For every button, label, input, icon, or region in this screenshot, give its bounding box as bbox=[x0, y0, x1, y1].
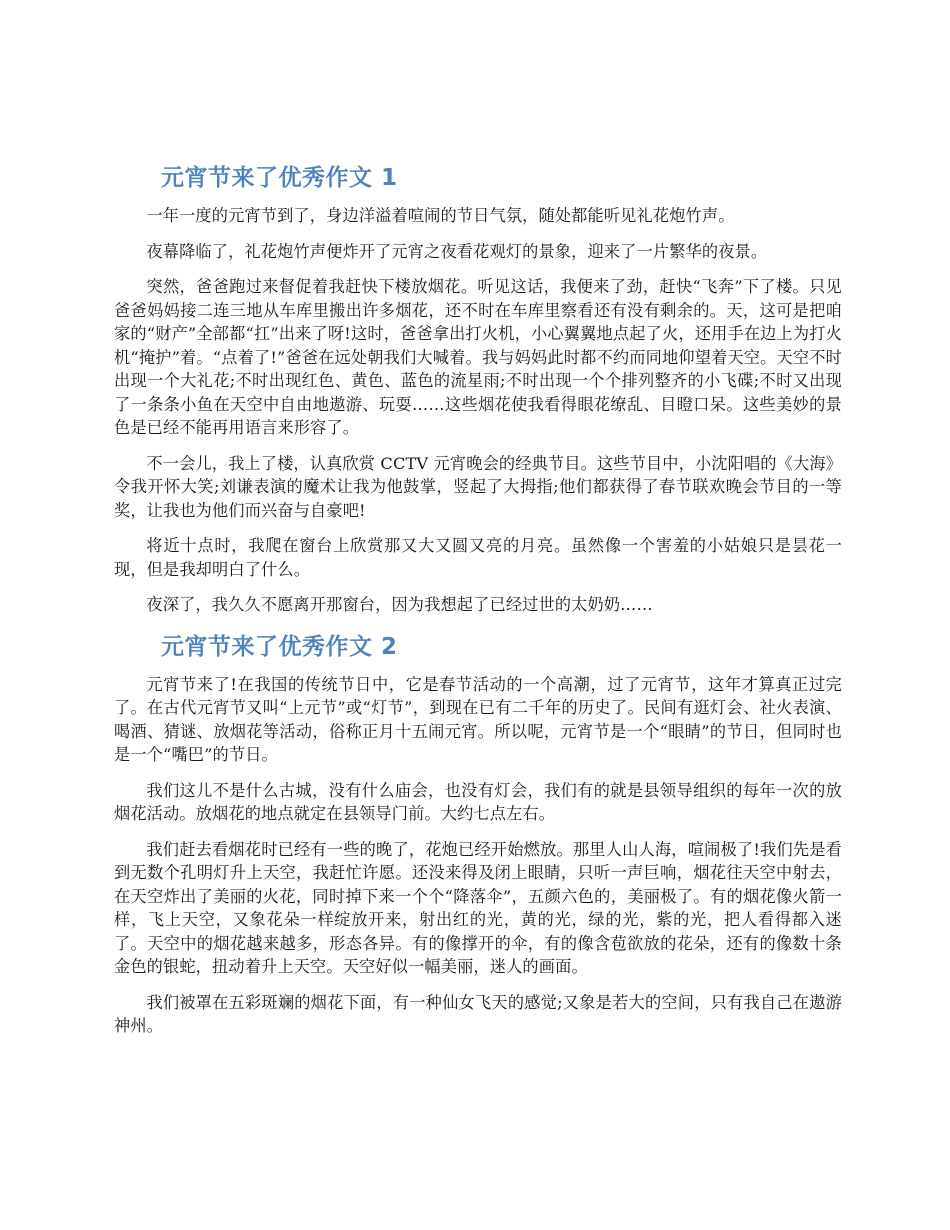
paragraph: 我们被罩在五彩斑斓的烟花下面，有一种仙女飞天的感觉;又象是若大的空间，只有我自己在遨游神州。 bbox=[114, 992, 842, 1035]
paragraph: 元宵节来了!在我国的传统节日中，它是春节活动的一个高潮，过了元宵节，这年才算真正过完了。在古代元宵节又叫“上元节”或“灯节”，到现在已有二千年的历史了。民间有逛灯会、社火表演、喝酒、猜谜、放烟花等活动，俗称正月十五闹元宵。所以呢，元宵节是一个“眼睛”的节日，但同时也是一个“嘴巴”的节日。 bbox=[114, 674, 842, 764]
paragraph: 将近十点时，我爬在窗台上欣赏那又大又圆又亮的月亮。虽然像一个害羞的小姑娘只是昙花一现，但是我却明白了什么。 bbox=[114, 536, 842, 579]
paragraph: 突然，爸爸跑过来督促着我赶快下楼放烟花。听见这话，我便来了劲，赶快“飞奔”下了楼。只见爸爸妈妈接二连三地从车库里搬出许多烟花，还不时在车库里察看还有没有剩余的。天，这可是把咱家的“财产”全部都“扛”出来了呀!这时，爸爸拿出打火机，小心翼翼地点起了火，还用手在边上为打火机“掩护”着。“点着了!”爸爸在远处朝我们大喊着。我与妈妈此时都不约而同地仰望着天空。天空不时出现一个大礼花;不时出现红色、黄色、蓝色的流星雨;不时出现一个个排列整齐的小飞碟;不时又出现了一条条小鱼在天空中自由地遨游、玩耍……这些烟花使我看得眼花缭乱、目瞪口呆。这些美妙的景色是已经不能再用语言来形容了。 bbox=[114, 277, 842, 437]
section-title-1: 元宵节来了优秀作文 1 bbox=[161, 165, 398, 191]
document-body bbox=[114, 160, 842, 1050]
paragraph: 我们赶去看烟花时已经有一些的晚了，花炮已经开始燃放。那里人山人海，喧闹极了!我们先是看到无数个孔明灯升上天空，我赶忙许愿。还没来得及闭上眼睛，只听一声巨响，烟花往天空中射去，在天空炸出了美丽的火花，同时掉下来一个个“降落伞”，五颜六色的，美丽极了。有的烟花像火箭一样，飞上天空，又象花朵一样绽放开来，射出红的光，黄的光，绿的光，紫的光，把人看得都入迷了。天空中的烟花越来越多，形态各异。有的像撑开的伞，有的像含苞欲放的花朵，还有的像数十条金色的银蛇，扭动着升上天空。天空好似一幅美丽，迷人的画面。 bbox=[114, 839, 842, 976]
paragraph: 我们这儿不是什么古城，没有什么庙会，也没有灯会，我们有的就是县领导组织的每年一次的放烟花活动。放烟花的地点就定在县领导门前。大约七点左右。 bbox=[114, 780, 842, 823]
section-title-2: 元宵节来了优秀作文 2 bbox=[161, 633, 398, 660]
paragraph: 一年一度的元宵节到了，身边洋溢着喧闹的节日气氛，随处都能听见礼花炮竹声。 bbox=[146, 206, 735, 225]
paragraph: 夜幕降临了，礼花炮竹声便炸开了元宵之夜看花观灯的景象，迎来了一片繁华的夜景。 bbox=[146, 241, 768, 261]
paragraph: 夜深了，我久久不愿离开那窗台，因为我想起了已经过世的太奶奶…… bbox=[146, 595, 653, 614]
paragraph: 不一会儿，我上了楼，认真欣赏 CCTV 元宵晚会的经典节目。这些节目中，小沈阳唱的《大海》令我开怀大笑;刘谦表演的魔术让我为他鼓掌，竖起了大拇指;他们都获得了春节联欢晚会节目的一等奖，让我也为他们而兴奋与自豪吧! bbox=[114, 453, 842, 520]
